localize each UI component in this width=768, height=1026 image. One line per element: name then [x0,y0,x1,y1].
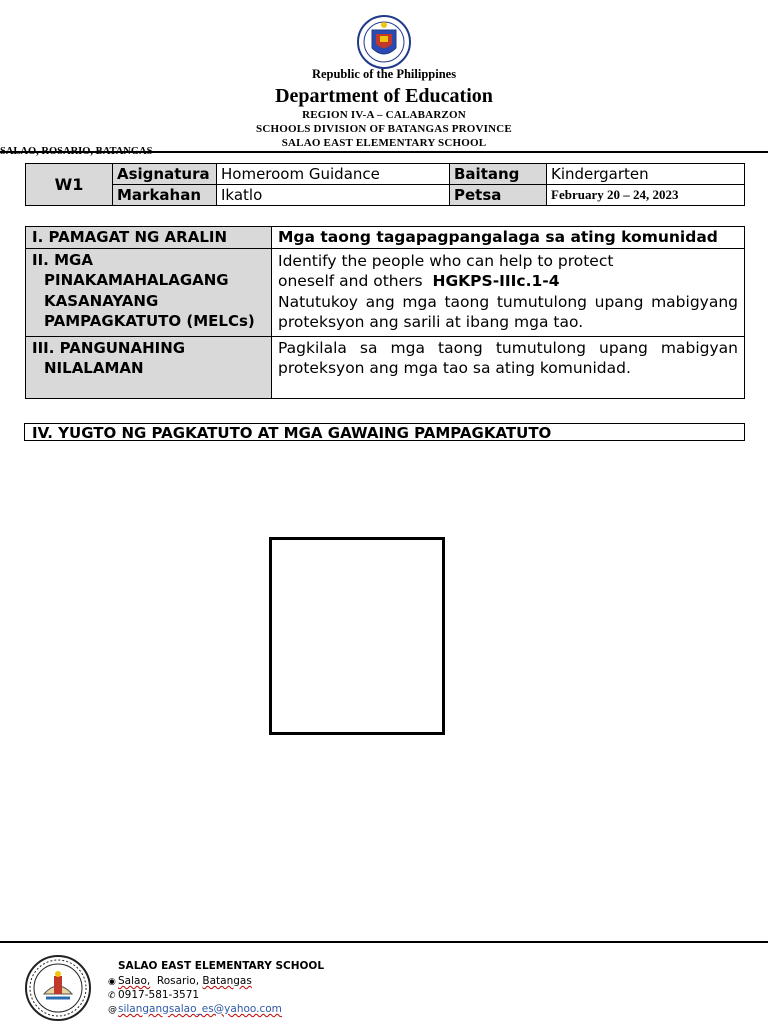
content-label [26,336,272,398]
markahan-value: Ikatlo [217,185,450,206]
lesson-table [25,226,745,399]
header-divider [0,151,768,153]
phone-icon: ✆ [108,991,116,1001]
footer-email-link[interactable]: silangangsalao_es@yahoo.com [118,1003,282,1015]
melc-english-line-2 [278,271,738,292]
week-cell: W1 [26,164,113,206]
at-sign-icon: @ [108,1005,117,1015]
header-region: REGION IV-A – CALABARZON [302,109,466,121]
header-department: Department of Education [275,85,493,107]
title-label: I. PAMAGAT NG ARALIN [26,227,272,249]
footer-divider [0,941,768,943]
footer-address-a: Salao, [118,975,151,987]
school-logo [24,954,92,1022]
footer-address-b: Rosario, [156,975,200,987]
petsa-value: February 20 – 24, 2023 [547,185,745,206]
asignatura-label: Asignatura [113,164,217,185]
location-pin-icon: ◉ [108,977,116,987]
deped-seal-logo [352,14,416,70]
baitang-label: Baitang [450,164,547,185]
content-label-line-1: III. PANGUNAHING [32,338,186,357]
footer-email[interactable] [108,1003,282,1015]
header-address: SALAO, ROSARIO, BATANGAS [0,146,153,157]
melc-label-line-3: KASANAYANG [44,291,159,310]
header-school: SALAO EAST ELEMENTARY SCHOOL [281,137,487,149]
footer-address [108,975,252,987]
melc-english-text-2: oneself and others [278,272,423,290]
section-iv-heading: IV. YUGTO NG PAGKATUTO AT MGA GAWAING PAMPAGKATUTO [24,423,745,441]
melc-label-line-1: II. MGA [32,250,93,269]
content-label-line-2: NILALAMAN [44,359,144,377]
markahan-label: Markahan [113,185,217,206]
footer-phone-number: 0917-581-3571 [118,989,200,1001]
title-value: Mga taong tagapagpangalaga sa ating komunidad [272,227,745,249]
petsa-label: Petsa [450,185,547,206]
image-frame [269,537,445,735]
melc-label-line-4: PAMPAGKATUTO (MELCs) [44,312,255,330]
melc-code: HGKPS-IIIc.1-4 [432,272,560,290]
footer-address-c: Batangas [202,975,252,987]
header-republic: Republic of the Philippines [311,67,457,81]
baitang-value: Kindergarten [547,164,745,185]
info-table [25,163,745,206]
melc-value [272,248,745,336]
melc-label-line-2: PINAKAMAHALAGANG [44,271,229,289]
asignatura-value: Homeroom Guidance [217,164,450,185]
melc-english-line-1: Identify the people who can help to protect [278,251,614,270]
melc-label [26,248,272,336]
header-division: SCHOOLS DIVISION OF BATANGAS PROVINCE [256,123,512,135]
content-value: Pagkilala sa mga taong tumutulong upang mabigyan proteksyon ang mga tao sa ating komunidad. [272,336,745,398]
footer-school-name: SALAO EAST ELEMENTARY SCHOOL [118,960,325,972]
footer-phone [108,989,199,1001]
melc-filipino-text: Natutukoy ang mga taong tumutulong upang mabigyang proteksyon ang sarili at ibang mga tao. [278,292,738,331]
